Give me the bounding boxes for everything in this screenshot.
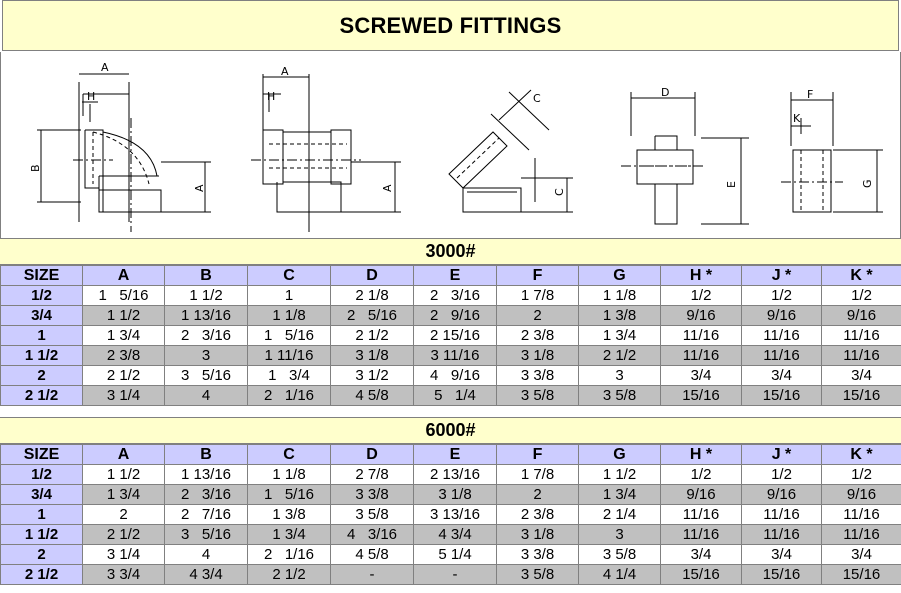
dimension-cell: 1 11/16 (248, 346, 331, 366)
table-row (1, 465, 901, 485)
dimension-cell: 11/16 (822, 505, 901, 525)
column-header: G (579, 445, 661, 465)
dimension-cell: 2 3/16 (165, 326, 248, 346)
size-cell: 2 (1, 366, 83, 386)
dimension-cell: 3 1/8 (497, 346, 579, 366)
column-header: K * (822, 266, 901, 286)
table-row (1, 545, 901, 565)
dimension-cell: 3 1/4 (83, 545, 165, 565)
dimension-cell: 1 3/4 (83, 326, 165, 346)
column-header: F (497, 445, 579, 465)
dimension-cell: 3 3/8 (497, 366, 579, 386)
column-header: E (414, 266, 497, 286)
svg-text:E: E (725, 181, 738, 188)
dimension-cell: 1 13/16 (165, 465, 248, 485)
dimension-cell: 15/16 (661, 565, 742, 585)
column-header: H * (661, 445, 742, 465)
size-cell: 3/4 (1, 485, 83, 505)
dimension-cell: 2 1/2 (248, 565, 331, 585)
fitting-drawings-svg (1, 52, 900, 238)
dimension-cell: 3 (579, 525, 661, 545)
svg-text:G: G (861, 179, 874, 188)
section-header-6000: 6000# (0, 417, 901, 444)
dimension-cell: 1 5/16 (248, 326, 331, 346)
dimension-cell: 3 5/8 (331, 505, 414, 525)
dimension-cell: 15/16 (822, 565, 901, 585)
section-header-3000: 3000# (0, 238, 901, 265)
dimension-cell: 1 7/8 (497, 465, 579, 485)
dimension-cell: 4 3/16 (331, 525, 414, 545)
dimension-cell: 2 7/8 (331, 465, 414, 485)
dimension-cell: 3/4 (742, 545, 822, 565)
size-cell: 1 1/2 (1, 525, 83, 545)
svg-text:D: D (661, 86, 670, 99)
table-row (1, 525, 901, 545)
column-header: G (579, 266, 661, 286)
dimension-cell: 1/2 (661, 286, 742, 306)
dimension-cell: 1 1/2 (83, 306, 165, 326)
dimension-cell: 2 3/16 (414, 286, 497, 306)
dimension-cell: 4 5/8 (331, 386, 414, 406)
size-cell: 2 1/2 (1, 386, 83, 406)
page-title: SCREWED FITTINGS (339, 12, 562, 38)
column-header: SIZE (1, 445, 83, 465)
dimension-cell: 4 (165, 386, 248, 406)
dimension-cell: 1 7/8 (497, 286, 579, 306)
dimension-cell: 11/16 (661, 346, 742, 366)
dimension-cell: 2 3/16 (165, 485, 248, 505)
dimension-cell: 9/16 (742, 306, 822, 326)
dimension-cell: 3 1/2 (331, 366, 414, 386)
dimension-cell: 3/4 (661, 545, 742, 565)
dimension-cell: 1 (248, 286, 331, 306)
dimension-cell: 1 1/8 (248, 465, 331, 485)
svg-text:A: A (281, 65, 289, 78)
table-row (1, 485, 901, 505)
dimension-cell: 2 1/8 (331, 286, 414, 306)
dimension-cell: 3 3/4 (83, 565, 165, 585)
dimension-cell: 9/16 (661, 306, 742, 326)
dimension-cell: 4 9/16 (414, 366, 497, 386)
size-cell: 1 1/2 (1, 346, 83, 366)
column-header: D (331, 445, 414, 465)
svg-text:B: B (29, 164, 42, 172)
dimension-cell: 3 5/8 (497, 386, 579, 406)
table-header-row (1, 445, 901, 465)
column-header: J * (742, 445, 822, 465)
dimension-cell: 4 3/4 (414, 525, 497, 545)
dimension-cell: 2 1/16 (248, 545, 331, 565)
dimension-cell: 1/2 (822, 465, 901, 485)
dimension-cell: 3 5/8 (579, 386, 661, 406)
svg-text:H: H (267, 90, 276, 103)
table-row (1, 326, 901, 346)
column-header: B (165, 266, 248, 286)
dimension-cell: 3 1/8 (497, 525, 579, 545)
elbow-45-drawing (449, 90, 573, 212)
size-cell: 1 (1, 505, 83, 525)
dimension-cell: 5 1/4 (414, 386, 497, 406)
dimension-cell: 3/4 (822, 545, 901, 565)
dimension-cell: 1/2 (742, 465, 822, 485)
dimension-cell: 3/4 (661, 366, 742, 386)
svg-text:C: C (553, 188, 566, 196)
column-header: K * (822, 445, 901, 465)
dimension-cell: 1 3/4 (248, 366, 331, 386)
column-header: C (248, 445, 331, 465)
column-header: D (331, 266, 414, 286)
dimension-cell: 9/16 (661, 485, 742, 505)
dimension-cell: 1 1/2 (165, 286, 248, 306)
dimension-cell: 3 (579, 366, 661, 386)
svg-text:A: A (193, 184, 206, 192)
table-row (1, 505, 901, 525)
dimension-cell: 1/2 (661, 465, 742, 485)
table-row (1, 565, 901, 585)
dimension-cell: 3 1/4 (83, 386, 165, 406)
dimension-cell: 2 3/8 (497, 326, 579, 346)
dimension-cell: 1 3/8 (579, 306, 661, 326)
dimension-cell: 15/16 (822, 386, 901, 406)
dimension-table-3000 (0, 265, 901, 406)
size-cell: 1 (1, 326, 83, 346)
dimension-cell: 11/16 (742, 326, 822, 346)
dimension-cell: 3 5/8 (497, 565, 579, 585)
dimension-cell: 3 (165, 346, 248, 366)
dimension-cell: 15/16 (742, 386, 822, 406)
size-cell: 1/2 (1, 465, 83, 485)
dimension-cell: 11/16 (822, 525, 901, 545)
dimension-cell: 1 3/4 (579, 485, 661, 505)
dimension-cell: 2 15/16 (414, 326, 497, 346)
column-header: A (83, 445, 165, 465)
dimension-cell: 2 1/2 (83, 366, 165, 386)
column-header: E (414, 445, 497, 465)
dimension-cell: 11/16 (742, 505, 822, 525)
dimension-cell: 15/16 (661, 386, 742, 406)
size-cell: 3/4 (1, 306, 83, 326)
title-bar (2, 0, 899, 51)
dimension-cell: 2 (83, 505, 165, 525)
dimension-cell: 2 13/16 (414, 465, 497, 485)
dimension-cell: 3 13/16 (414, 505, 497, 525)
dimension-cell: 2 3/8 (83, 346, 165, 366)
dimension-cell: 9/16 (822, 306, 901, 326)
dimension-cell: 3 3/8 (497, 545, 579, 565)
table-row (1, 386, 901, 406)
dimension-cell: 5 1/4 (414, 545, 497, 565)
dimension-cell: 1 1/2 (579, 465, 661, 485)
coupling-drawing (781, 88, 883, 212)
dimension-cell: 4 (165, 545, 248, 565)
dimension-cell: 1 5/16 (83, 286, 165, 306)
dimension-cell: 2 1/4 (579, 505, 661, 525)
dimension-cell: - (331, 565, 414, 585)
elbow-90-drawing (29, 61, 211, 232)
dimension-cell: 3/4 (822, 366, 901, 386)
dimension-cell: 4 5/8 (331, 545, 414, 565)
column-header: A (83, 266, 165, 286)
dimension-cell: 1 5/16 (248, 485, 331, 505)
dimension-cell: 1 1/8 (248, 306, 331, 326)
dimension-cell: 1 3/4 (248, 525, 331, 545)
column-header: SIZE (1, 266, 83, 286)
dimension-cell: 2 9/16 (414, 306, 497, 326)
dimension-cell: 11/16 (661, 525, 742, 545)
tee-drawing (251, 65, 401, 232)
dimension-cell: 2 5/16 (331, 306, 414, 326)
table-row (1, 286, 901, 306)
size-cell: 2 1/2 (1, 565, 83, 585)
dimension-cell: 3 11/16 (414, 346, 497, 366)
dimension-cell: 2 7/16 (165, 505, 248, 525)
size-cell: 2 (1, 545, 83, 565)
dimension-cell: 2 1/16 (248, 386, 331, 406)
dimension-cell: 2 1/2 (331, 326, 414, 346)
table-row (1, 366, 901, 386)
dimension-cell: 1/2 (822, 286, 901, 306)
svg-text:K: K (793, 112, 801, 125)
dimension-cell: 3/4 (742, 366, 822, 386)
svg-text:C: C (533, 92, 541, 105)
dimension-cell: 2 (497, 306, 579, 326)
dimension-cell: 4 1/4 (579, 565, 661, 585)
column-header: B (165, 445, 248, 465)
svg-text:A: A (381, 184, 394, 192)
dimension-cell: 9/16 (742, 485, 822, 505)
svg-text:F: F (807, 88, 814, 101)
dimension-cell: 9/16 (822, 485, 901, 505)
dimension-cell: 3 5/16 (165, 366, 248, 386)
table-row (1, 346, 901, 366)
svg-text:H: H (87, 90, 96, 103)
column-header: H * (661, 266, 742, 286)
dimension-cell: 1 3/8 (248, 505, 331, 525)
dimension-cell: 1 1/2 (83, 465, 165, 485)
size-cell: 1/2 (1, 286, 83, 306)
dimension-cell: 11/16 (822, 326, 901, 346)
column-header: C (248, 266, 331, 286)
union-drawing (621, 86, 749, 224)
dimension-cell: - (414, 565, 497, 585)
dimension-cell: 2 (497, 485, 579, 505)
dimension-cell: 3 1/8 (331, 346, 414, 366)
dimension-cell: 3 1/8 (414, 485, 497, 505)
dimension-cell: 11/16 (661, 326, 742, 346)
dimension-cell: 11/16 (822, 346, 901, 366)
dimension-cell: 4 3/4 (165, 565, 248, 585)
dimension-cell: 15/16 (742, 565, 822, 585)
dimension-cell: 1 1/8 (579, 286, 661, 306)
dimension-cell: 3 5/8 (579, 545, 661, 565)
dimension-cell: 2 1/2 (579, 346, 661, 366)
dimension-cell: 2 3/8 (497, 505, 579, 525)
dimension-cell: 3 5/16 (165, 525, 248, 545)
column-header: F (497, 266, 579, 286)
dimension-cell: 2 1/2 (83, 525, 165, 545)
column-header: J * (742, 266, 822, 286)
dimension-cell: 1 13/16 (165, 306, 248, 326)
dimension-table-6000 (0, 444, 901, 585)
table-row (1, 306, 901, 326)
dimension-cell: 1 3/4 (83, 485, 165, 505)
svg-text:A: A (101, 61, 109, 74)
dimension-cell: 1 3/4 (579, 326, 661, 346)
dimension-cell: 11/16 (742, 346, 822, 366)
dimension-cell: 11/16 (661, 505, 742, 525)
fitting-drawings (0, 52, 901, 238)
dimension-cell: 1/2 (742, 286, 822, 306)
dimension-cell: 3 3/8 (331, 485, 414, 505)
dimension-cell: 11/16 (742, 525, 822, 545)
table-header-row (1, 266, 901, 286)
